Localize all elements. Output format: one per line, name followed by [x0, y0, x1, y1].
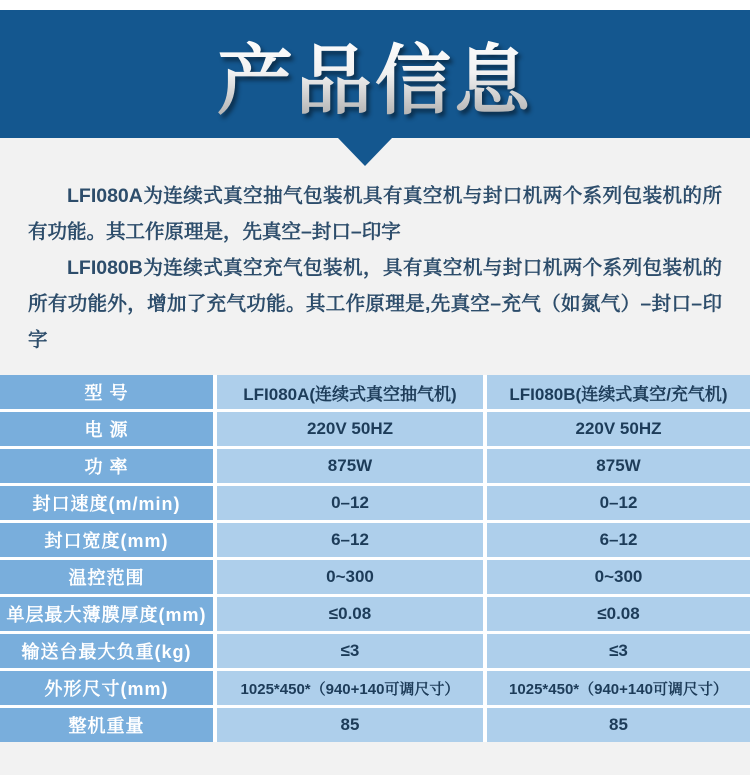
spec-header-label-cell: 型 号 [0, 375, 213, 409]
spec-value-cell: 875W [487, 449, 750, 483]
spec-value-cell: ≤3 [217, 634, 483, 668]
spec-label-cell: 封口宽度(mm) [0, 523, 213, 557]
spec-value-cell: 1025*450*（940+140可调尺寸） [487, 671, 750, 705]
spec-value-cell: 220V 50HZ [217, 412, 483, 446]
intro-section [28, 178, 722, 358]
spec-label-cell: 电 源 [0, 412, 213, 446]
intro-paragraph: LFI080B为连续式真空充气包装机，具有真空机与封口机两个系列包装机的所有功能外，增加了充气功能。其工作原理是,先真空–充气（如氮气）–封口–印字 [28, 257, 722, 351]
spec-label-cell: 封口速度(m/min) [0, 486, 213, 520]
page-title: 产品信息 [217, 20, 533, 129]
spec-value-cell: ≤0.08 [487, 597, 750, 631]
spec-value-cell: 85 [217, 708, 483, 742]
intro-paragraph: LFI080A为连续式真空抽气包装机具有真空机与封口机两个系列包装机的所有功能。其工作原理是，先真空–封口–印字 [28, 185, 722, 243]
spec-label-cell: 功 率 [0, 449, 213, 483]
spec-value-cell: 220V 50HZ [487, 412, 750, 446]
spec-value-cell: 6–12 [217, 523, 483, 557]
banner-pointer-triangle-icon [338, 138, 392, 166]
spec-header-model-b-cell: LFI080B(连续式真空/充气机) [487, 375, 750, 409]
spec-label-cell: 温控范围 [0, 560, 213, 594]
spec-value-cell: 0~300 [217, 560, 483, 594]
spec-value-cell: 85 [487, 708, 750, 742]
spec-label-cell: 外形尺寸(mm) [0, 671, 213, 705]
spec-label-cell: 整机重量 [0, 708, 213, 742]
product-info-banner [0, 10, 750, 138]
top-divider-strip [0, 0, 750, 10]
spec-value-cell: 1025*450*（940+140可调尺寸） [217, 671, 483, 705]
spec-value-cell: 0–12 [487, 486, 750, 520]
spec-value-cell: ≤3 [487, 634, 750, 668]
spec-header-model-a-cell: LFI080A(连续式真空抽气机) [217, 375, 483, 409]
spec-value-cell: 875W [217, 449, 483, 483]
spec-value-cell: 6–12 [487, 523, 750, 557]
spec-label-cell: 单层最大薄膜厚度(mm) [0, 597, 213, 631]
spec-value-cell: 0–12 [217, 486, 483, 520]
spec-table [0, 375, 750, 742]
spec-value-cell: ≤0.08 [217, 597, 483, 631]
spec-label-cell: 输送台最大负重(kg) [0, 634, 213, 668]
spec-value-cell: 0~300 [487, 560, 750, 594]
